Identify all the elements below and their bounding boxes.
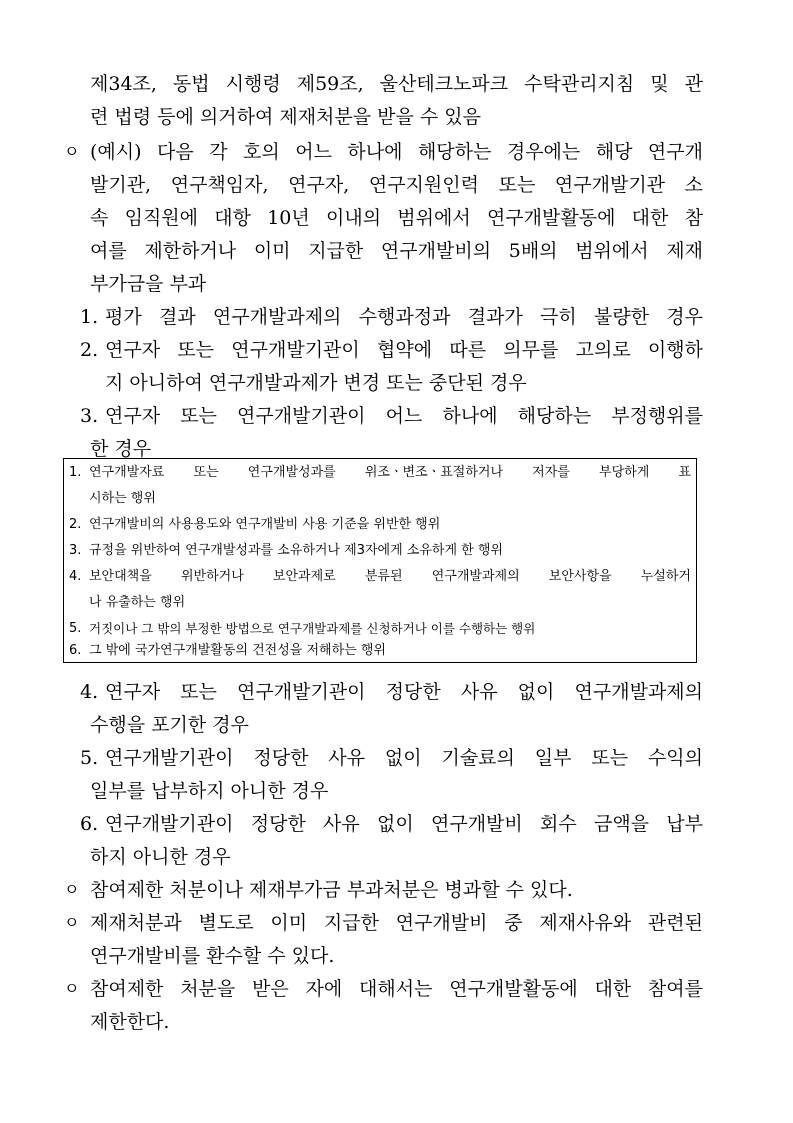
case-number: 6.	[80, 813, 99, 835]
box-item-text: 연구개발비의 사용용도와 연구개발비 사용 기준을 위반한 행위	[89, 517, 441, 532]
note-line: 참여제한 처분을 받은 자에 대해서는 연구개발활동에 대한 참여를	[90, 978, 703, 1000]
box-item-number: 1.	[69, 465, 82, 480]
bullet-marker: ㅇ	[64, 913, 80, 932]
case-text: 한 경우	[90, 438, 152, 460]
case-text: 연구자 또는 연구개발기관이 어느 하나에 해당하는 부정행위를	[105, 405, 703, 427]
case-text: 일부를 납부하지 아니한 경우	[90, 780, 329, 802]
box-item-text: 나 유출하는 행위	[89, 595, 186, 610]
box-item-text: 거짓이나 그 밖의 부정한 방법으로 연구개발과제를 신청하거나 이를 수행하는 행위	[89, 621, 536, 636]
case-text: 하지 아니한 경우	[90, 846, 231, 868]
bullet-marker: ㅇ	[64, 880, 80, 899]
box-item-number: 2.	[69, 517, 82, 532]
example-line-5: 부가금을 부과	[90, 273, 207, 295]
box-item-text: 연구개발자료 또는 연구개발성과를 위조ㆍ변조ㆍ표절하거나 저자를 부당하게 표	[89, 465, 691, 480]
box-item-number: 3.	[69, 543, 82, 558]
example-line-4: 여를 제한하거나 이미 지급한 연구개발비의 5배의 범위에서 제재	[90, 240, 703, 262]
case-text: 연구자 또는 연구개발기관이 정당한 사유 없이 연구개발과제의	[105, 681, 703, 703]
case-number: 3.	[80, 405, 99, 427]
note-line: 제한한다.	[90, 1011, 170, 1033]
bullet-marker: ㅇ	[64, 142, 80, 161]
example-line-3: 속 임직원에 대항 10년 이내의 범위에서 연구개발활동에 대한 참	[90, 207, 703, 229]
example-line-1: (예시) 다음 각 호의 어느 하나에 해당하는 경우에는 해당 연구개	[90, 141, 703, 163]
box-item-number: 6.	[69, 643, 82, 658]
case-number: 5.	[80, 747, 99, 769]
intro-line-1: 제34조, 동법 시행령 제59조, 울산테크노파크 수탁관리지침 및 관	[90, 73, 703, 95]
case-text: 연구개발기관이 정당한 사유 없이 연구개발비 회수 금액을 납부	[105, 813, 703, 835]
case-text: 연구자 또는 연구개발기관이 협약에 따른 의무를 고의로 이행하	[105, 339, 703, 361]
example-line-2: 발기관, 연구책임자, 연구자, 연구지원인력 또는 연구개발기관 소	[90, 174, 703, 196]
case-number: 4.	[80, 681, 99, 703]
box-item-text: 보안대책을 위반하거나 보안과제로 분류된 연구개발과제의 보안사항을 누설하거	[89, 569, 691, 584]
box-item-number: 4.	[69, 569, 82, 584]
case-text: 수행을 포기한 경우	[90, 714, 249, 736]
bullet-marker: ㅇ	[64, 979, 80, 998]
box-item-number: 5.	[69, 621, 82, 636]
case-text: 지 아니하여 연구개발과제가 변경 또는 중단된 경우	[105, 372, 527, 394]
box-item-text: 시하는 행위	[89, 491, 156, 506]
box-item-text: 규정을 위반하여 연구개발성과를 소유하거나 제3자에게 소유하게 한 행위	[89, 543, 503, 558]
note-line: 연구개발비를 환수할 수 있다.	[90, 945, 335, 967]
case-text: 연구개발기관이 정당한 사유 없이 기술료의 일부 또는 수익의	[105, 747, 703, 769]
case-text: 평가 결과 연구개발과제의 수행과정과 결과가 극히 불량한 경우	[105, 306, 703, 328]
note-line: 참여제한 처분이나 제재부가금 부과처분은 병과할 수 있다.	[90, 879, 573, 901]
box-item-text: 그 밖에 국가연구개발활동의 건전성을 저해하는 행위	[89, 643, 386, 658]
case-number: 2.	[80, 339, 99, 361]
note-line: 제재처분과 별도로 이미 지급한 연구개발비 중 제재사유와 관련된	[90, 912, 703, 934]
misconduct-box	[63, 458, 697, 663]
intro-line-2: 련 법령 등에 의거하여 제재처분을 받을 수 있음	[90, 106, 482, 128]
case-number: 1.	[80, 306, 99, 328]
